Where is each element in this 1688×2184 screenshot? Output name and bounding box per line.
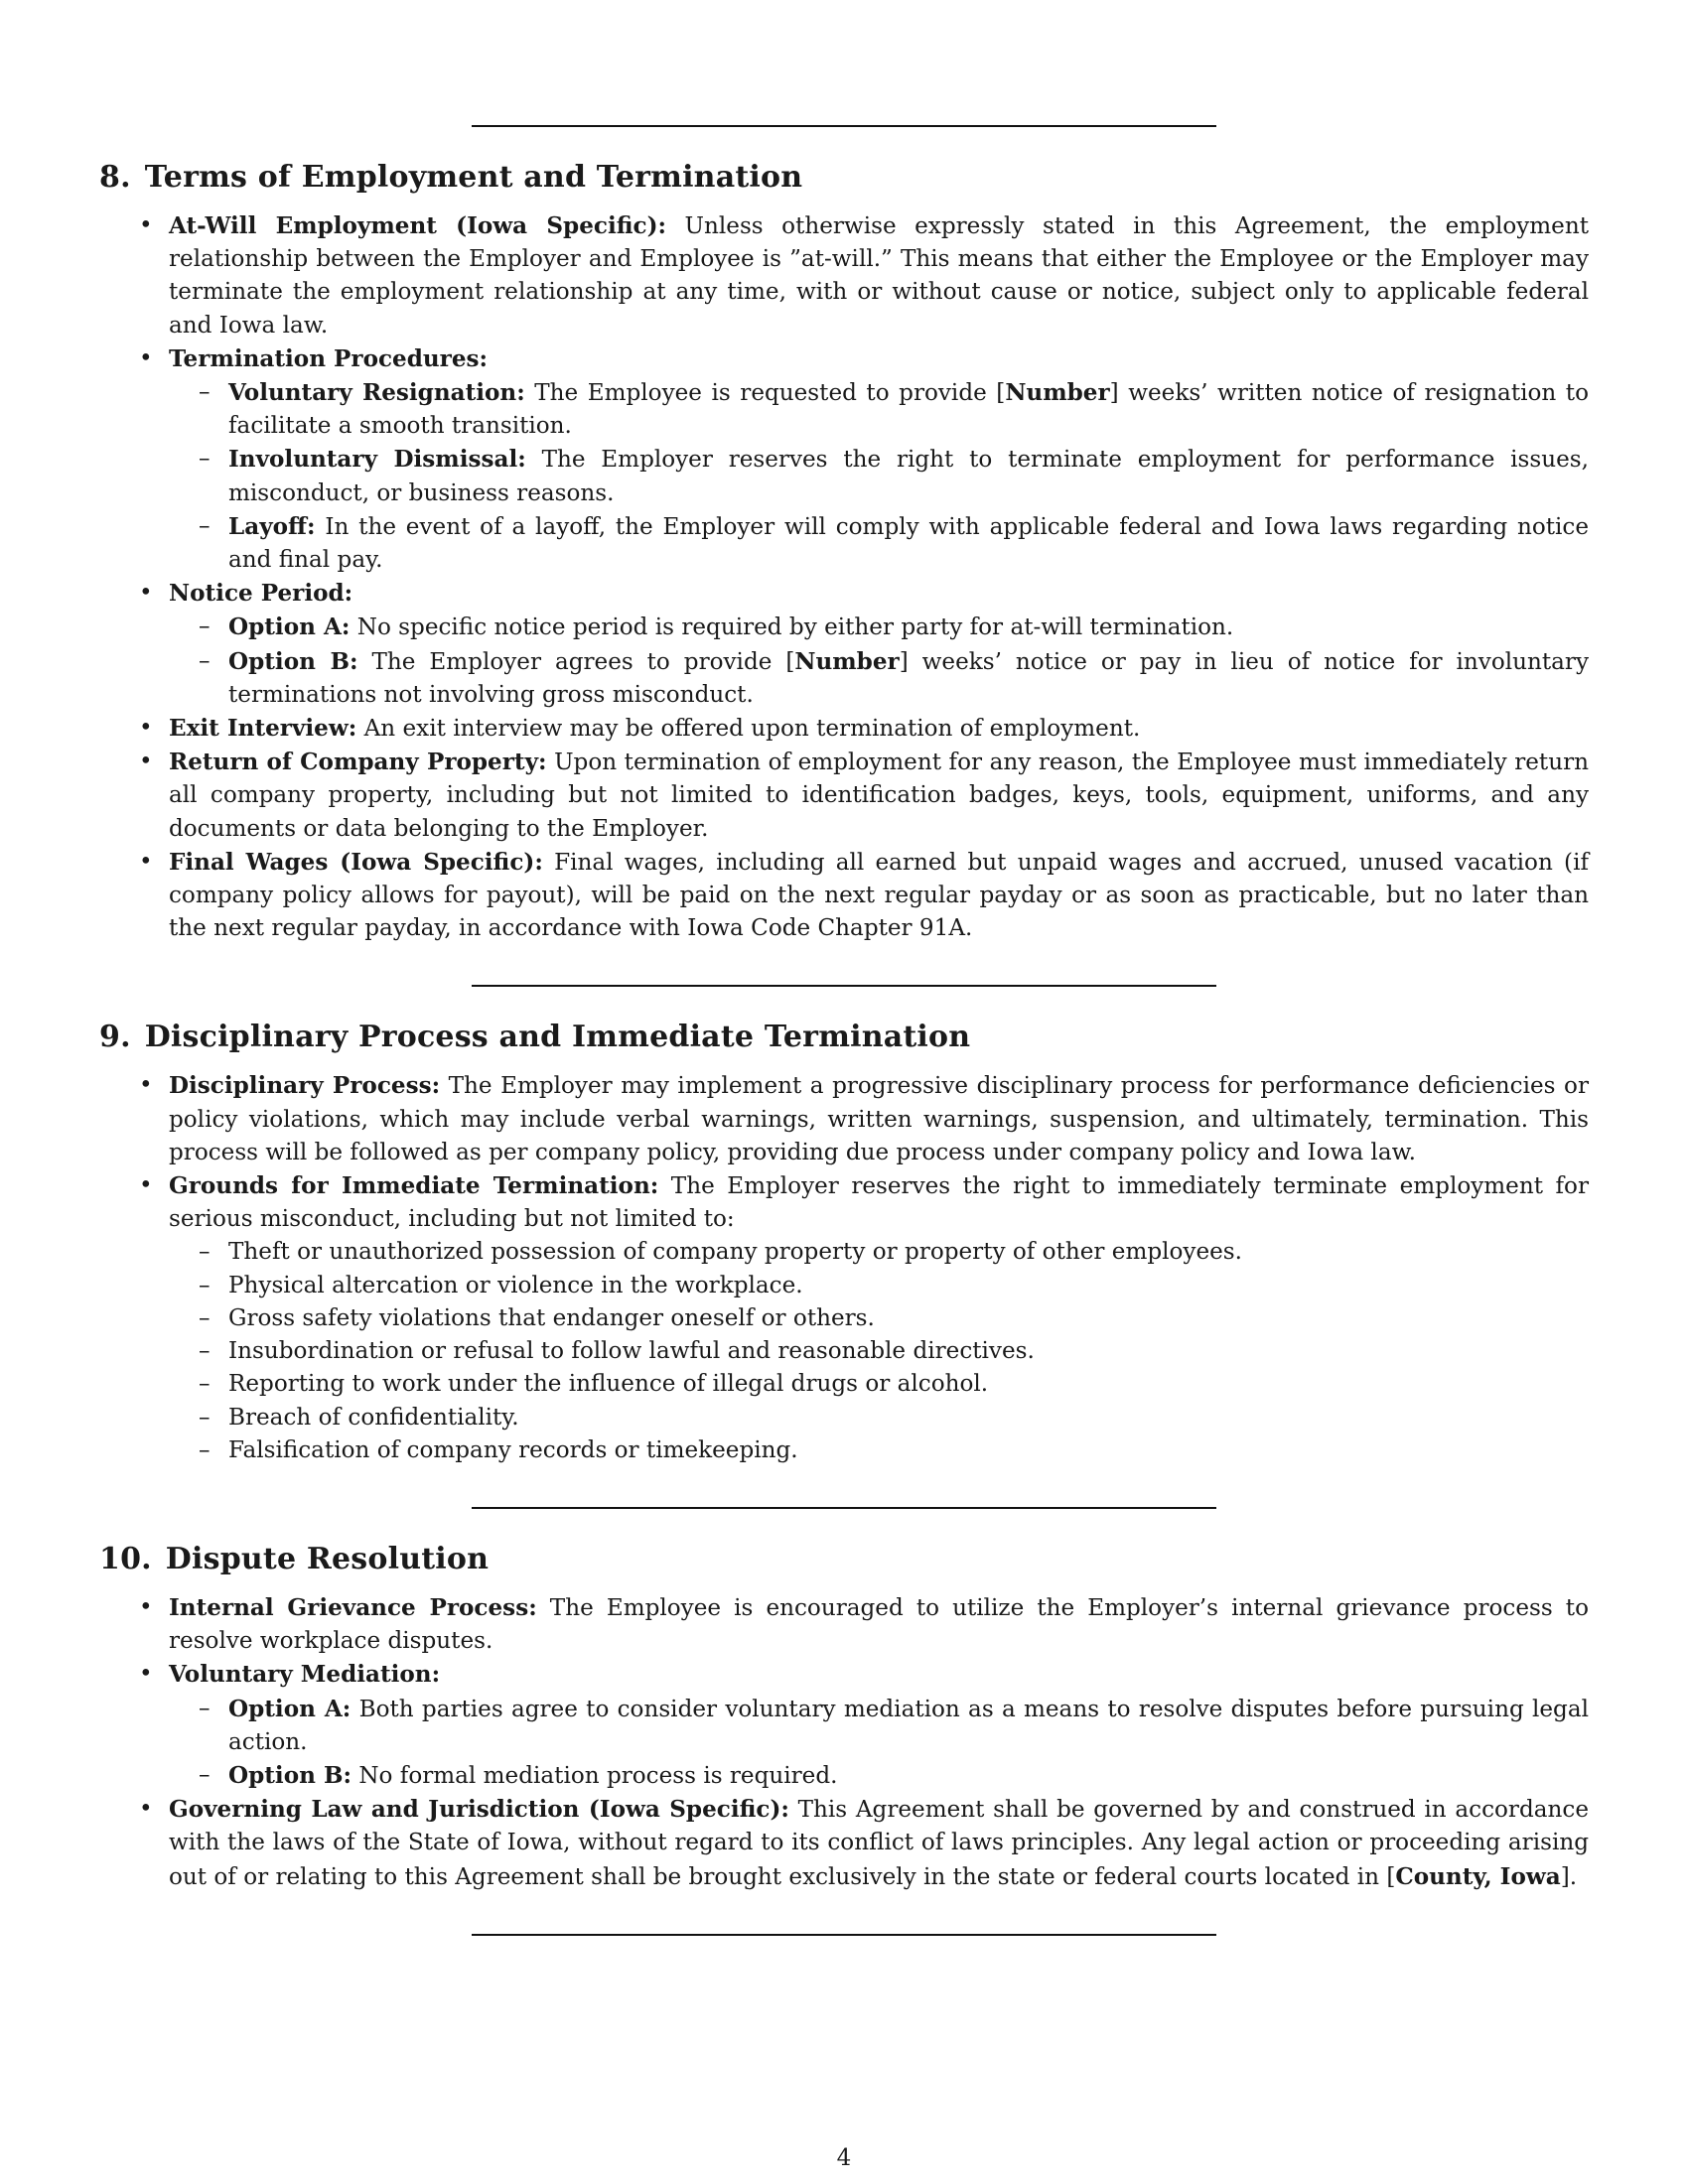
- list-item: • Notice Period: – Option A: No specific notice period is required by either party for at-will termination. – Option B: The Employer agrees to provide [Number] weeks’ notice or pay in lieu of notice for involuntary terminations not involving gross misconduct.: [169, 577, 1589, 712]
- sub-list-item: – Option B: No formal mediation process is required.: [228, 1759, 1589, 1793]
- sub-list-item: – Option B: The Employer agrees to provide [Number] weeks’ notice or pay in lieu of notice for involuntary terminations not involving gross misconduct.: [228, 645, 1589, 712]
- sub-list: [169, 611, 1589, 712]
- section-heading: 9. Disciplinary Process and Immediate Termination: [99, 1020, 971, 1055]
- sub-list-item: – Option A: No specific notice period is required by either party for at-will termination.: [228, 611, 1589, 644]
- sub-list-item: – Breach of confidentiality.: [228, 1402, 1589, 1434]
- sub-list-item: – Theft or unauthorized possession of company property or property of other employees.: [228, 1236, 1589, 1269]
- sub-list-item: – Physical altercation or violence in the workplace.: [228, 1270, 1589, 1302]
- section-divider: [472, 1934, 1216, 1936]
- document-body: [99, 0, 1589, 1936]
- list-item: • Governing Law and Jurisdiction (Iowa Specific): This Agreement shall be governed by and construed in accordance with the laws of the State of Iowa, without regard to its conflict of laws principles. Any legal action or proceeding arising out of or relating to this Agreement shall be brought exclusively in the state or federal courts located in [County, Iowa].: [169, 1793, 1589, 1894]
- sub-list-item: – Involuntary Dismissal: The Employer reserves the right to terminate employment for performance issues, misconduct, or business reasons.: [228, 443, 1589, 509]
- list-item: • Exit Interview: An exit interview may be offered upon termination of employment.: [169, 712, 1589, 746]
- list-item: • Final Wages (Iowa Specific): Final wages, including all earned but unpaid wages and accrued, unused vacation (if company policy allows for payout), will be paid on the next regular payday or as soon as practicable, but no later than the next regular payday, in accordance with Iowa Code Chapter 91A.: [169, 846, 1589, 946]
- page-number: 4: [836, 2145, 852, 2171]
- section-divider: [472, 125, 1216, 127]
- section-list: [99, 1069, 1589, 1466]
- list-item: • Voluntary Mediation: – Option A: Both parties agree to consider voluntary mediation as a means to resolve disputes before pursuing legal action. – Option B: No formal mediation process is required.: [169, 1658, 1589, 1793]
- section-heading: 10. Dispute Resolution: [99, 1541, 490, 1576]
- list-item: • At-Will Employment (Iowa Specific): Unless otherwise expressly stated in this Agreement, the employment relationship between the Employer and Employee is ”at-will.” This means that either the Employee or the Employer may terminate the employment relationship at any time, with or without cause or notice, subject only to applicable federal and Iowa law.: [169, 209, 1589, 342]
- section-list: [99, 209, 1589, 945]
- sub-list-item: – Gross safety violations that endanger oneself or others.: [228, 1302, 1589, 1335]
- list-item: • Disciplinary Process: The Employer may implement a progressive disciplinary process for performance deficiencies or policy violations, which may include verbal warnings, written warnings, suspension, and ultimately, termination. This process will be followed as per company policy, providing due process under company policy and Iowa law.: [169, 1069, 1589, 1169]
- sub-list-item: – Layoff: In the event of a layoff, the Employer will comply with applicable federal and Iowa laws regarding notice and final pay.: [228, 510, 1589, 577]
- section-list: [99, 1591, 1589, 1894]
- section-8: [99, 160, 1589, 945]
- list-item: • Grounds for Immediate Termination: The Employer reserves the right to immediately terminate employment for serious misconduct, including but not limited to: – Theft or unauthorized possession of company property or property of other employees. – Physical altercation or violence in the workplace. – Gross safety violations that endanger oneself or others. – Insubordination or refusal to follow lawful and reasonable directives. – Reporting to work under the influence of illegal drugs or alcohol. – Breach of confidentiality. – Falsification of company records or timekeeping.: [169, 1169, 1589, 1467]
- section-9: [99, 1020, 1589, 1466]
- sub-list-item: – Falsification of company records or timekeeping.: [228, 1434, 1589, 1467]
- list-item: • Termination Procedures: – Voluntary Resignation: The Employee is requested to provide [Number] weeks’ written notice of resignation to facilitate a smooth transition. – Involuntary Dismissal: The Employer reserves the right to terminate employment for performance issues, misconduct, or business reasons. – Layoff: In the event of a layoff, the Employer will comply with applicable federal and Iowa laws regarding notice and final pay.: [169, 342, 1589, 577]
- sub-list: [169, 1236, 1589, 1466]
- list-item: • Return of Company Property: Upon termination of employment for any reason, the Employee must immediately return all company property, including but not limited to identification badges, keys, tools, equipment, uniforms, and any documents or data belonging to the Employer.: [169, 746, 1589, 846]
- list-item: • Internal Grievance Process: The Employee is encouraged to utilize the Employer’s internal grievance process to resolve workplace disputes.: [169, 1591, 1589, 1658]
- section-divider: [472, 1507, 1216, 1509]
- section-heading: 8. Terms of Employment and Termination: [99, 160, 803, 195]
- sub-list: [169, 1693, 1589, 1794]
- sub-list-item: – Option A: Both parties agree to consider voluntary mediation as a means to resolve disputes before pursuing legal action.: [228, 1693, 1589, 1759]
- section-divider: [472, 985, 1216, 987]
- sub-list-item: – Voluntary Resignation: The Employee is requested to provide [Number] weeks’ written notice of resignation to facilitate a smooth transition.: [228, 376, 1589, 443]
- sub-list-item: – Reporting to work under the influence of illegal drugs or alcohol.: [228, 1368, 1589, 1401]
- sub-list: [169, 376, 1589, 577]
- sub-list-item: – Insubordination or refusal to follow lawful and reasonable directives.: [228, 1335, 1589, 1368]
- section-10: [99, 1542, 1589, 1894]
